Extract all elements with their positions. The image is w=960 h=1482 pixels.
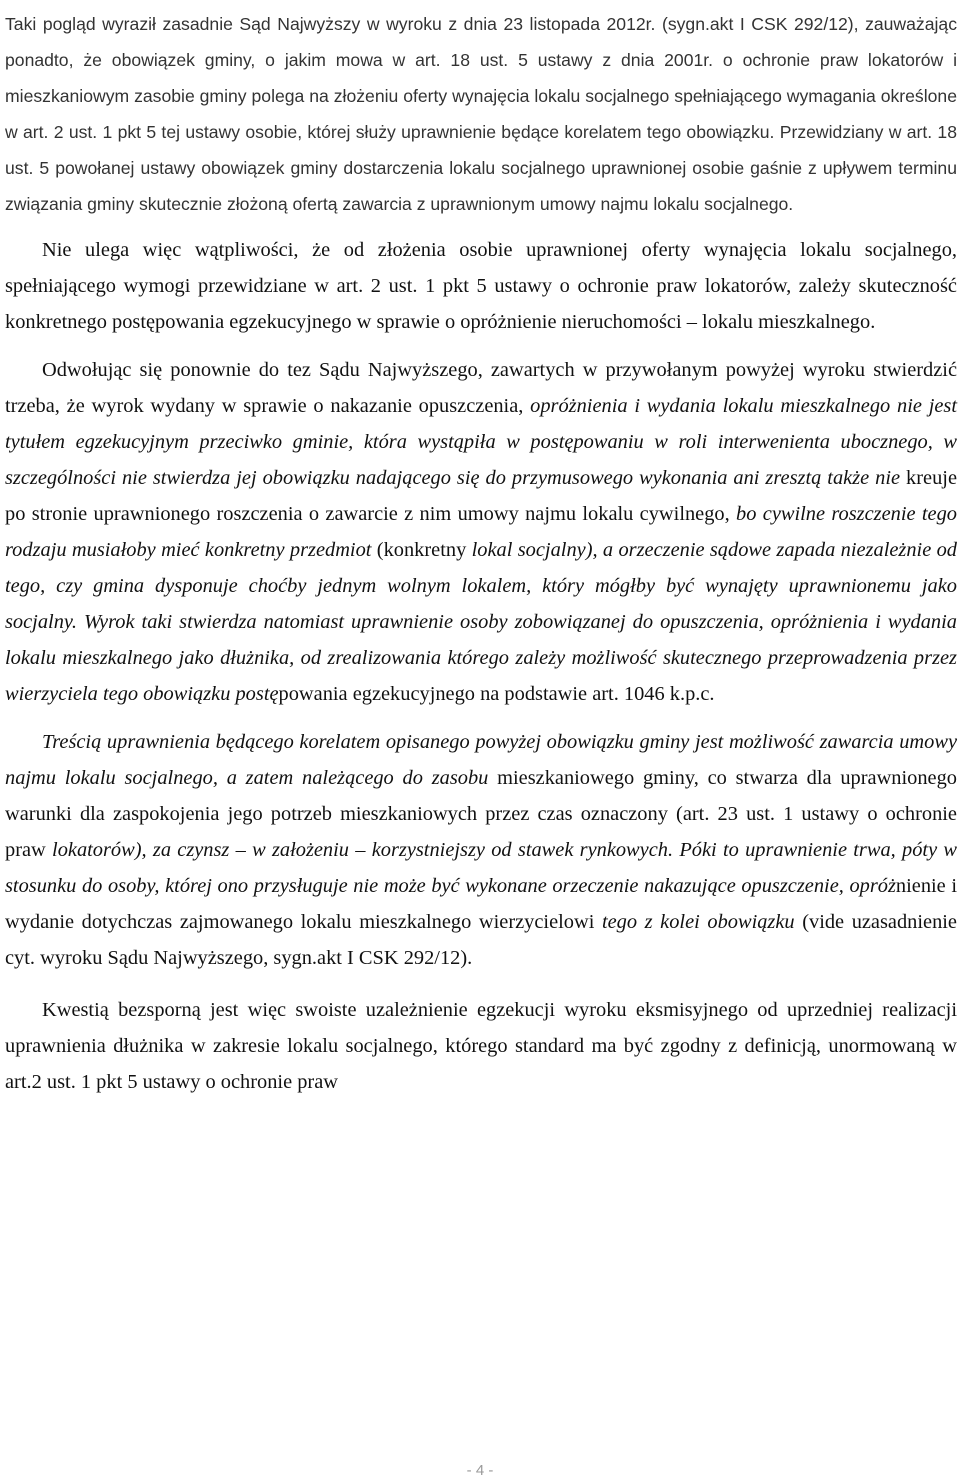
paragraph-3 — [5, 352, 957, 712]
paragraph-3-italic-d: bo cywilne roszczenie tego rodzaju musiałoby mieć konkretny przedmiot — [5, 503, 957, 561]
paragraph-4-italic-a: Treścią uprawnienia będącego korelatem opisanego powyżej obowiązku gminy jest możliwość zawarcia umowy najmu lokalu socjalnego, a zatem należącego do zasobu — [5, 731, 957, 789]
paragraph-3-text-a: Odwołując się ponownie do tez Sądu Najwyższego, zawartych w przywołanym powyżej wyroku stwierdzić trzeba, że wyrok wydany w sprawie o nakazanie opuszczenia, — [5, 359, 957, 417]
paragraph-4-italic-c: lokatorów), za czynsz – w założeniu – korzystniejszy od stawek rynkowych. Póki to uprawnienie trwa, póty w stosunku do osoby, której ono przysługuje nie może być wykonane orzeczenie nakazujące opuszczenie, opróż — [5, 839, 957, 897]
paragraph-5-text: Kwestią bezsporną jest więc swoiste uzależnienie egzekucji wyroku eksmisyjnego od uprzedniej realizacji uprawnienia dłużnika w zakresie lokalu socjalnego, którego standard ma być zgodny z definicją, unormowaną w art.2 ust. 1 pkt 5 ustawy o ochronie praw — [5, 999, 957, 1093]
paragraph-3-text-e: (konkretny — [371, 539, 472, 561]
paragraph-2-text: Nie ulega więc wątpliwości, że od złożenia osobie uprawnionej oferty wynajęcia lokalu socjalnego, spełniającego wymogi przewidziane w art. 2 ust. 1 pkt 5 ustawy o ochronie praw lokatorów, zależy skuteczność konkretnego postępowania egzekucyjnego w sprawie o opróżnienie nieruchomości – lokalu mieszkalnego. — [5, 239, 957, 333]
paragraph-3-italic-b: opróżnienia i wydania lokalu mieszkalnego nie jest tytułem egzekucyjnym przeciwko gminie, która wystąpiła w postępowaniu w roli interwenienta ubocznego, w szczególności nie stwierdza jej obowiązku nadającego się do przymusowego wykonania ani zresztą także nie — [5, 395, 958, 489]
paragraph-4-italic-e: tego z kolei obowiązku — [601, 911, 795, 933]
paragraph-3-text-c: kreuje po stronie uprawnionego roszczenia o zawarcie z nim umowy najmu lokalu cywilnego, — [5, 467, 957, 525]
document-page — [5, 0, 957, 1100]
paragraph-4-text-b: mieszkaniowego gminy, co stwarza dla uprawnionego warunki dla zaspokojenia jego potrzeb mieszkaniowych przez czas oznaczony (art. 23 ust. 1 ustawy o ochronie praw — [5, 767, 957, 861]
paragraph-5 — [5, 992, 957, 1100]
paragraph-2 — [5, 232, 957, 340]
paragraph-1 — [5, 0, 957, 222]
paragraph-1-text-b: o ochronie praw lokatorów i mieszkaniowym zasobie gminy polega na złożeniu oferty wynajęcia lokalu socjalnego spełniającego wymagania określone w art. 2 ust. 1 pkt 5 tej ustawy osobie, której służy uprawnienie będące korelatem tego obowiązku. Przewidziany w art. 18 ust. 5 powołanej ustawy obowiązek gminy dostarczenia lokalu socjalnego uprawnionej osobie gaśnie z upływem terminu związania gminy skutecznie złożoną ofertą zawarcia z uprawnionym umowy najmu lokalu socjalnego. — [5, 50, 958, 214]
page-number: - 4 - — [466, 1462, 494, 1479]
paragraph-1-text-a: Taki pogląd wyraził zasadnie Sąd Najwyższy w wyroku z dnia 23 listopada 2012r. (sygn.akt I CSK 292/12), zauważając ponadto, że obowiązek gminy, o jakim mowa w art. 18 ust. 5 ustawy z dnia 2001r. — [5, 14, 957, 70]
paragraph-4 — [5, 724, 957, 976]
paragraph-4-text-d: nienie i wydanie dotychczas zajmowanego lokalu mieszkalnego wierzycielowi — [5, 875, 957, 933]
paragraph-4-text-f: (vide uzasadnienie cyt. wyroku Sądu Najwyższego, sygn.akt I CSK 292/12). — [5, 911, 957, 969]
paragraph-3-text-g: powania egzekucyjnego na podstawie art. 1046 k.p.c. — [278, 683, 715, 705]
paragraph-3-italic-f: lokal socjalny), a orzeczenie sądowe zapada niezależnie od tego, czy gmina dysponuje choćby jednym wolnym lokalem, który mógłby być wynajęty uprawnionemu jako socjalny. Wyrok taki stwierdza natomiast uprawnienie osoby zobowiązanej do opuszczenia, opróżnienia i wydania lokalu mieszkalnego jako dłużnika, od zrealizowania którego zależy możliwość skutecznego przeprowadzenia przez wierzyciela tego obowiązku postę — [5, 539, 957, 705]
